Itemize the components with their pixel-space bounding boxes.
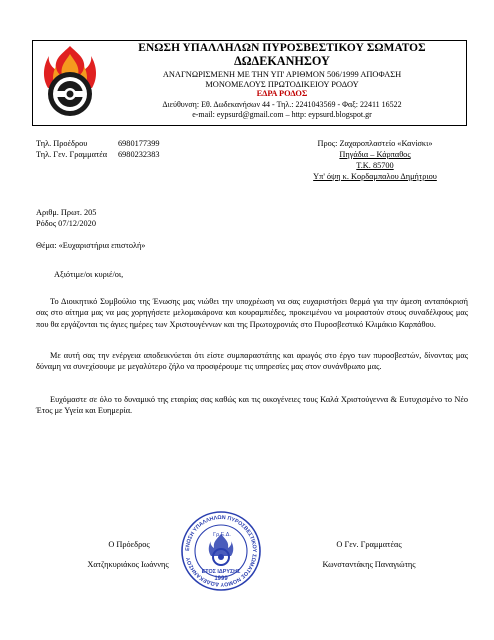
recognition-line-1: ΑΝΑΓΝΩΡΙΣΜΕΝΗ ΜΕ ΤΗΝ ΥΠ' ΑΡΙΘΜΟΝ 506/1999 ΑΠΟΦΑΣΗ bbox=[162, 70, 402, 79]
subject-line: Θέμα: «Ευχαριστήρια επιστολή» bbox=[36, 241, 146, 250]
email-line: e-mail: eypsurd@gmail.com – http: eypsurd.blogspot.gr bbox=[192, 110, 372, 119]
president-title: Ο Πρόεδρος bbox=[108, 540, 150, 549]
paragraph-1: Το Διοικητικό Συμβούλιο της Ένωσης μας νιώθει την υποχρέωση να σας ευχαριστήσει θερμά για την άμεση ανταπόκρισή σας στο αίτημα μας να μας χορηγήσετε μελομακάρονα και κουραμπιέδες, προκειμένου να μοιραστούν στους συναδέλφους μας που θα εργάζονται τις άγιες ημέρες των Χριστουγέννων και της Πρωτοχρονιάς στο Πυροσβεστικό Κλιμάκιο Καρπάθου. bbox=[36, 297, 468, 329]
stamp-founded-year: 1999 bbox=[214, 576, 228, 582]
recipient-line-3: Τ.Κ. 85700 bbox=[356, 161, 394, 170]
recipient-line-2: Πηγάδια – Κάρπαθος bbox=[339, 150, 411, 159]
secretary-title: Ο Γεν. Γραμματέας bbox=[336, 540, 402, 549]
secretary-phone: 6980232383 bbox=[118, 150, 160, 159]
union-region: ΔΩΔΕΚΑΝΗΣΟΥ bbox=[234, 54, 330, 68]
address-line: Διεύθυνση: Εθ. Δωδεκανήσων 44 - Τηλ.: 2241043569 - Φαξ: 22411 16522 bbox=[162, 100, 402, 109]
letterhead-text bbox=[106, 42, 458, 120]
president-phone: 6980177399 bbox=[118, 139, 160, 148]
recipient-line-1: Προς: Ζαχαροπλαστείο «Κανίσκι» bbox=[317, 139, 433, 148]
secretary-phone-label: Τηλ. Γεν. Γραμματέα bbox=[36, 150, 108, 159]
stamp-center-top: Γρ.Ε.Δ. bbox=[213, 532, 231, 538]
secretary-name: Κωνσταντάκης Παναγιώτης bbox=[322, 560, 416, 569]
place-date: Ρόδος 07/12/2020 bbox=[36, 219, 96, 228]
union-logo bbox=[40, 44, 100, 122]
seat: ΕΔΡΑ ΡΟΔΟΣ bbox=[256, 89, 308, 98]
protocol-number: Αριθμ. Πρωτ. 205 bbox=[36, 208, 97, 217]
stamp-founded-label: ΕΤΟΣ ΙΔΡΥΣΗΣ bbox=[201, 569, 241, 575]
greeting: Αξιότιμε/οι κυριέ/οι, bbox=[54, 270, 124, 279]
paragraph-2: Με αυτή σας την ενέργεια αποδεικνύεται ότι είστε συμπαραστάτης και αρωγός στο έργο των πυροσβεστών, δίνοντας μας δύναμη να συνεχίσουμε με μεγαλύτερο ζήλο να προσφέρουμε τις υπηρεσίες μας στον συνάνθρωπο μας. bbox=[36, 351, 468, 372]
union-name: ΕΝΩΣΗ ΥΠΑΛΛΗΛΩΝ ΠΥΡΟΣΒΕΣΤΙΚΟΥ ΣΩΜΑΤΟΣ bbox=[138, 42, 426, 54]
recognition-line-2: ΜΟΝΟΜΕΛΟΥΣ ΠΡΩΤΟΔΙΚΕΙΟΥ ΡΟΔΟΥ bbox=[205, 79, 359, 89]
recipient-line-4: Υπ' όψη κ. Κορδαμπαλου Δημήτριου bbox=[313, 172, 437, 181]
president-phone-label: Τηλ. Προέδρου bbox=[36, 139, 88, 148]
stamp-ring-text: ΕΝΩΣΗ ΥΠΑΛΛΗΛΩΝ ΠΥΡΟΣΒΕΣΤΙΚΟΥ ΣΩΜΑΤΟΣ ΝΟΜΟΥ ΔΩΔΕΚΑΝΗΣΟΥ bbox=[184, 514, 258, 588]
paragraph-3: Ευχόμαστε σε όλο το δυναμικό της εταιρίας σας καθώς και τις οικογένειες τους Καλά Χριστούγεννα & Ευτυχισμένο το Νέο Έτος με Υγεία και Ευημερία. bbox=[36, 395, 468, 416]
president-name: Χατζηκυριάκος Ιωάννης bbox=[87, 560, 169, 569]
